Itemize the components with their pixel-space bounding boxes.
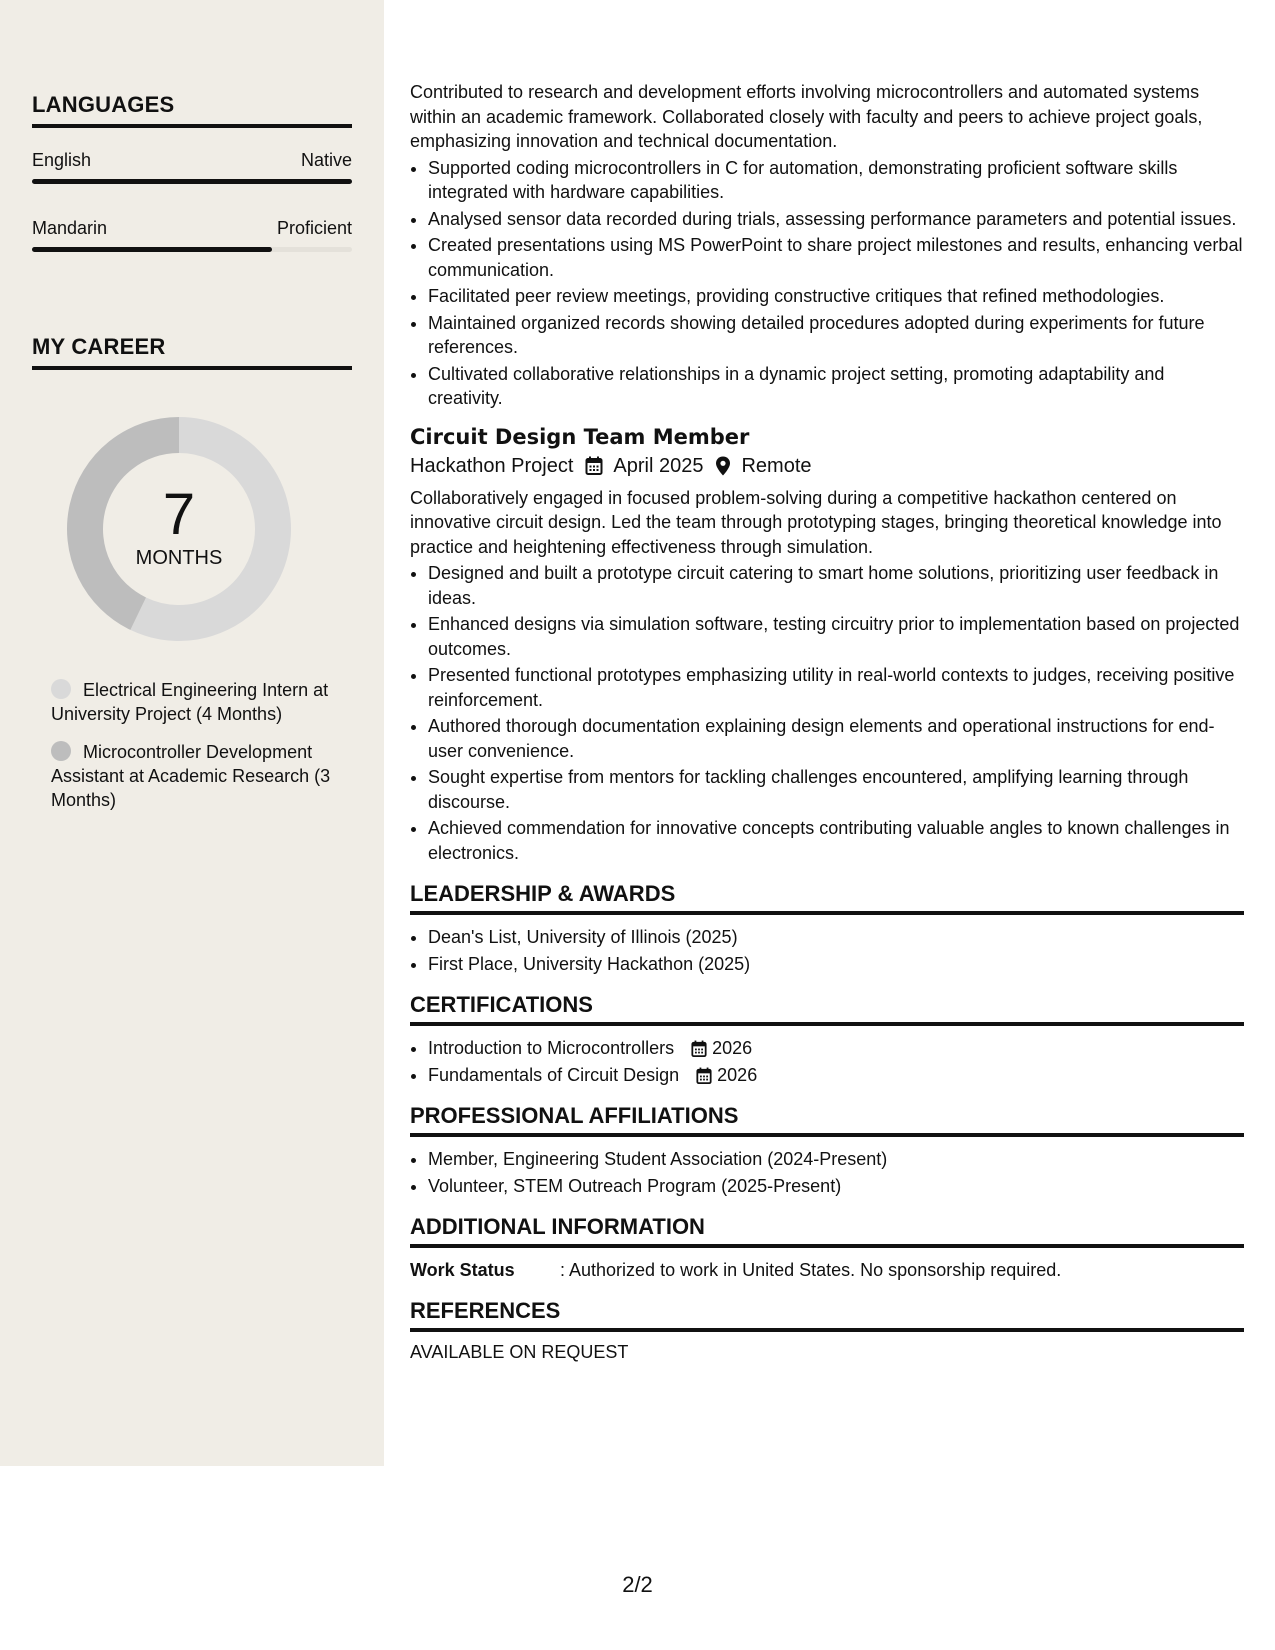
list-item: • Created presentations using MS PowerPoint to share project milestones and results, enhancing verbal communication. <box>428 233 1244 282</box>
work-status-value: : Authorized to work in United States. No sponsorship required. <box>560 1260 1062 1280</box>
list-item: • Volunteer, STEM Outreach Program (2025-Present) <box>428 1174 1244 1199</box>
career-legend-dot <box>51 679 71 699</box>
language-level: Proficient <box>276 218 352 238</box>
certifications-list <box>410 1036 1244 1087</box>
list-item: • Cultivated collaborative relationships in a dynamic project setting, promoting adaptability and creativity. <box>428 362 1244 411</box>
languages-heading: LANGUAGES <box>32 92 352 128</box>
cert-year: 2026 <box>717 1064 758 1085</box>
job-date: April 2025 <box>613 454 704 477</box>
list-item: • Supported coding microcontrollers in C for automation, demonstrating proficient software skills integrated with hardware capabilities. <box>428 156 1244 205</box>
work-status-label: Work Status <box>410 1260 515 1280</box>
career-section <box>32 334 352 370</box>
references-heading: REFERENCES <box>410 1298 1244 1332</box>
list-item: • Dean's List, University of Illinois (2025) <box>428 925 1244 950</box>
list-item: • Authored thorough documentation explaining design elements and operational instructions for end-user convenience. <box>428 714 1244 763</box>
career-item <box>51 678 341 726</box>
list-item: • Enhanced designs via simulation software, testing circuitry prior to implementation based on projected outcomes. <box>428 612 1244 661</box>
affiliations-heading: PROFESSIONAL AFFILIATIONS <box>410 1103 1244 1137</box>
affiliations-list <box>410 1147 1244 1198</box>
career-item <box>51 740 341 812</box>
additional-info-heading: ADDITIONAL INFORMATION <box>410 1214 1244 1248</box>
list-item: • Maintained organized records showing detailed procedures adopted during experiments for future references. <box>428 311 1244 360</box>
certifications-heading: CERTIFICATIONS <box>410 992 1244 1026</box>
language-level-bar <box>32 179 352 184</box>
career-total <box>64 414 294 644</box>
job-meta <box>410 455 1244 478</box>
list-item: • Facilitated peer review meetings, providing constructive critiques that refined methodologies. <box>428 284 1244 309</box>
list-item: • Member, Engineering Student Association (2024-Present) <box>428 1147 1244 1172</box>
language-name: Mandarin <box>32 218 108 238</box>
job-bullets <box>410 561 1244 865</box>
language-item <box>32 150 352 184</box>
page-number: 2/2 <box>622 1572 653 1597</box>
language-name: English <box>32 150 92 170</box>
sidebar <box>0 0 384 1466</box>
language-item <box>32 218 352 252</box>
list-item: • Analysed sensor data recorded during trials, assessing performance parameters and potential issues. <box>428 207 1244 232</box>
career-total-unit: MONTHS <box>135 546 223 569</box>
job-org: Hackathon Project <box>410 454 574 477</box>
job-location: Remote <box>741 454 812 477</box>
language-level-fill <box>32 247 272 252</box>
list-item: • Presented functional prototypes emphasizing utility in real-world contexts to judges, receiving positive reinforcement. <box>428 663 1244 712</box>
calendar-icon <box>691 1038 707 1058</box>
list-item: • Sought expertise from mentors for tackling challenges encountered, amplifying learning through discourse. <box>428 765 1244 814</box>
calendar-icon <box>585 455 603 478</box>
cert-name: Fundamentals of Circuit Design <box>428 1064 680 1085</box>
career-total-value: 7 <box>162 481 196 547</box>
experience-bullets <box>410 156 1244 411</box>
list-item <box>428 1036 1244 1061</box>
awards-heading: LEADERSHIP & AWARDS <box>410 881 1244 915</box>
calendar-icon <box>696 1065 712 1085</box>
language-level: Native <box>300 150 352 170</box>
career-item-text: Electrical Engineering Intern at University Project (4 Months) <box>51 680 329 724</box>
list-item: • Designed and built a prototype circuit catering to smart home solutions, prioritizing user feedback in ideas. <box>428 561 1244 610</box>
career-legend-dot <box>51 741 71 761</box>
work-status-row <box>410 1258 1244 1282</box>
list-item <box>428 1063 1244 1088</box>
cert-year: 2026 <box>712 1038 753 1058</box>
career-item-text: Microcontroller Development Assistant at Academic Research (3 Months) <box>51 742 331 810</box>
career-heading: MY CAREER <box>32 334 352 370</box>
languages-section <box>32 92 352 252</box>
job-summary: Collaboratively engaged in focused problem-solving during a competitive hackathon centered on innovative circuit design. Led the team through prototyping stages, bringing theoretical knowledge into practice and heightening effectiveness through simulation. <box>410 487 1222 557</box>
awards-list <box>410 925 1244 976</box>
career-donut-chart <box>64 414 294 644</box>
location-pin-icon <box>715 455 731 478</box>
language-level-fill <box>32 179 352 184</box>
career-list <box>51 678 341 826</box>
list-item: • First Place, University Hackathon (2025) <box>428 952 1244 977</box>
experience-summary: Contributed to research and development efforts involving microcontrollers and automated systems within an academic framework. Collaborated closely with faculty and peers to achieve project goals, emphasizing innovation and technical documentation. <box>410 82 1203 151</box>
job-title: Circuit Design Team Member <box>410 424 750 449</box>
main-content <box>410 80 1244 1363</box>
language-level-bar <box>32 247 352 252</box>
list-item: • Achieved commendation for innovative concepts contributing valuable angles to known challenges in electronics. <box>428 816 1244 865</box>
cert-name: Introduction to Microcontrollers <box>428 1038 675 1058</box>
references-text: AVAILABLE ON REQUEST <box>410 1342 629 1362</box>
